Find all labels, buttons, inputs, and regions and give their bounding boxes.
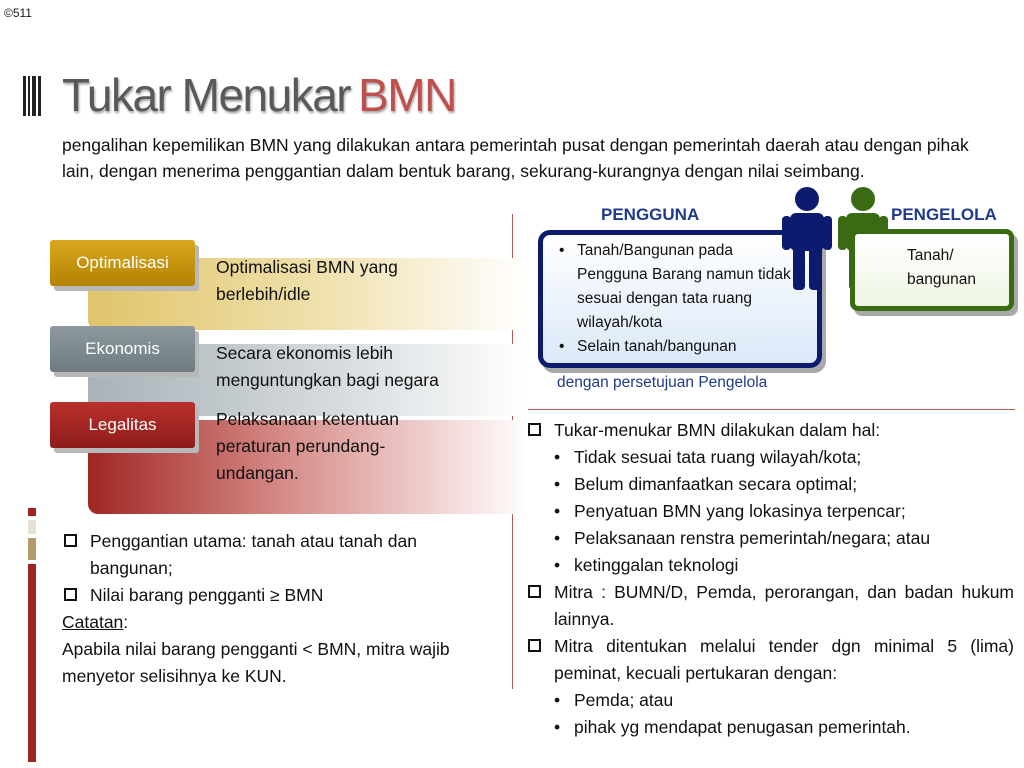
sub-list-item: • Belum dimanfaatkan secara optimal; [526, 471, 1014, 498]
sub-list-item: • ketinggalan teknologi [526, 552, 1014, 579]
row-description [216, 340, 439, 394]
note-label: Catatan [62, 612, 124, 632]
copyright-text: ©511 [4, 6, 32, 20]
desc-line: Secara ekonomis lebih [216, 343, 394, 363]
sub-list-item: • pihak yg mendapat penugasan pemerintah. [526, 714, 1014, 741]
list-item: • Selain tanah/bangunan [557, 335, 807, 359]
definition-text: pengalihan kepemilikan BMN yang dilakukan antara pemerintah pusat dengan pemerintah daerah atau dengan pihak lain, dengan menerima penggantian dalam bentuk barang, sekurang-kurangnya dengan nilai seimbang. [62, 135, 969, 181]
row-description [216, 254, 398, 308]
slide-title [62, 68, 456, 122]
desc-line: peraturan perundang- [216, 436, 386, 456]
horizontal-divider [512, 409, 1015, 410]
sub-list-item: • Pelaksanaan renstra pemerintah/negara; atau [526, 525, 1014, 552]
sub-list-item: • Tidak sesuai tata ruang wilayah/kota; [526, 444, 1014, 471]
pengguna-box [538, 230, 822, 368]
checkbox-icon [528, 639, 541, 652]
title-accent: BMN [358, 69, 456, 121]
list-item: Mitra : BUMN/D, Pemda, perorangan, dan badan hukum lainnya. [526, 579, 1014, 633]
tab-optimalisasi: Optimalisasi [50, 240, 195, 286]
pengelola-label: PENGELOLA [891, 205, 997, 224]
title-main: Tukar Menukar [62, 69, 351, 121]
side-ornament-bar [28, 508, 36, 762]
desc-line: menguntungkan bagi negara [216, 370, 439, 390]
pengguna-label: PENGGUNA [601, 205, 700, 224]
desc-line: Pelaksanaan ketentuan [216, 409, 399, 429]
row-description [216, 406, 399, 487]
left-list [62, 528, 472, 690]
checkbox-icon [64, 534, 77, 547]
sub-list-item: • Penyatuan BMN yang lokasinya terpencar; [526, 498, 1014, 525]
note-text: Apabila nilai barang pengganti < BMN, mitra wajib menyetor selisihnya ke KUN. [62, 639, 450, 686]
checkbox-icon [528, 585, 541, 598]
sub-list-item: • Pemda; atau [526, 687, 1014, 714]
person-blue-icon [782, 186, 832, 290]
row-optimalisasi [50, 240, 520, 335]
checkbox-icon [528, 423, 541, 436]
pengelola-line: bangunan [907, 271, 976, 288]
tab-legalitas: Legalitas [50, 402, 195, 448]
tab-ekonomis: Ekonomis [50, 326, 195, 372]
desc-line: Optimalisasi BMN yang [216, 257, 398, 277]
desc-line: undangan. [216, 463, 299, 483]
checkbox-icon [64, 588, 77, 601]
note: Catatan: [62, 612, 129, 632]
desc-line: berlebih/idle [216, 284, 311, 304]
list-item: • Tanah/Bangunan pada Pengguna Barang namun tidak sesuai dengan tata ruang wilayah/kota [557, 239, 807, 335]
approval-text: dengan persetujuan Pengelola [557, 374, 768, 391]
pengelola-line: Tanah/ [907, 247, 954, 264]
title-bars-decoration [23, 76, 41, 116]
list-item: Nilai barang pengganti ≥ BMN [62, 582, 472, 609]
list-item: Mitra ditentukan melalui tender dgn minimal 5 (lima) peminat, kecuali pertukaran dengan: [526, 633, 1014, 687]
right-list [526, 417, 1014, 741]
row-legalitas [50, 402, 520, 497]
pengelola-box [850, 229, 1014, 311]
list-item: Penggantian utama: tanah atau tanah dan bangunan; [62, 528, 472, 582]
list-item: Tukar-menukar BMN dilakukan dalam hal: [526, 417, 1014, 444]
